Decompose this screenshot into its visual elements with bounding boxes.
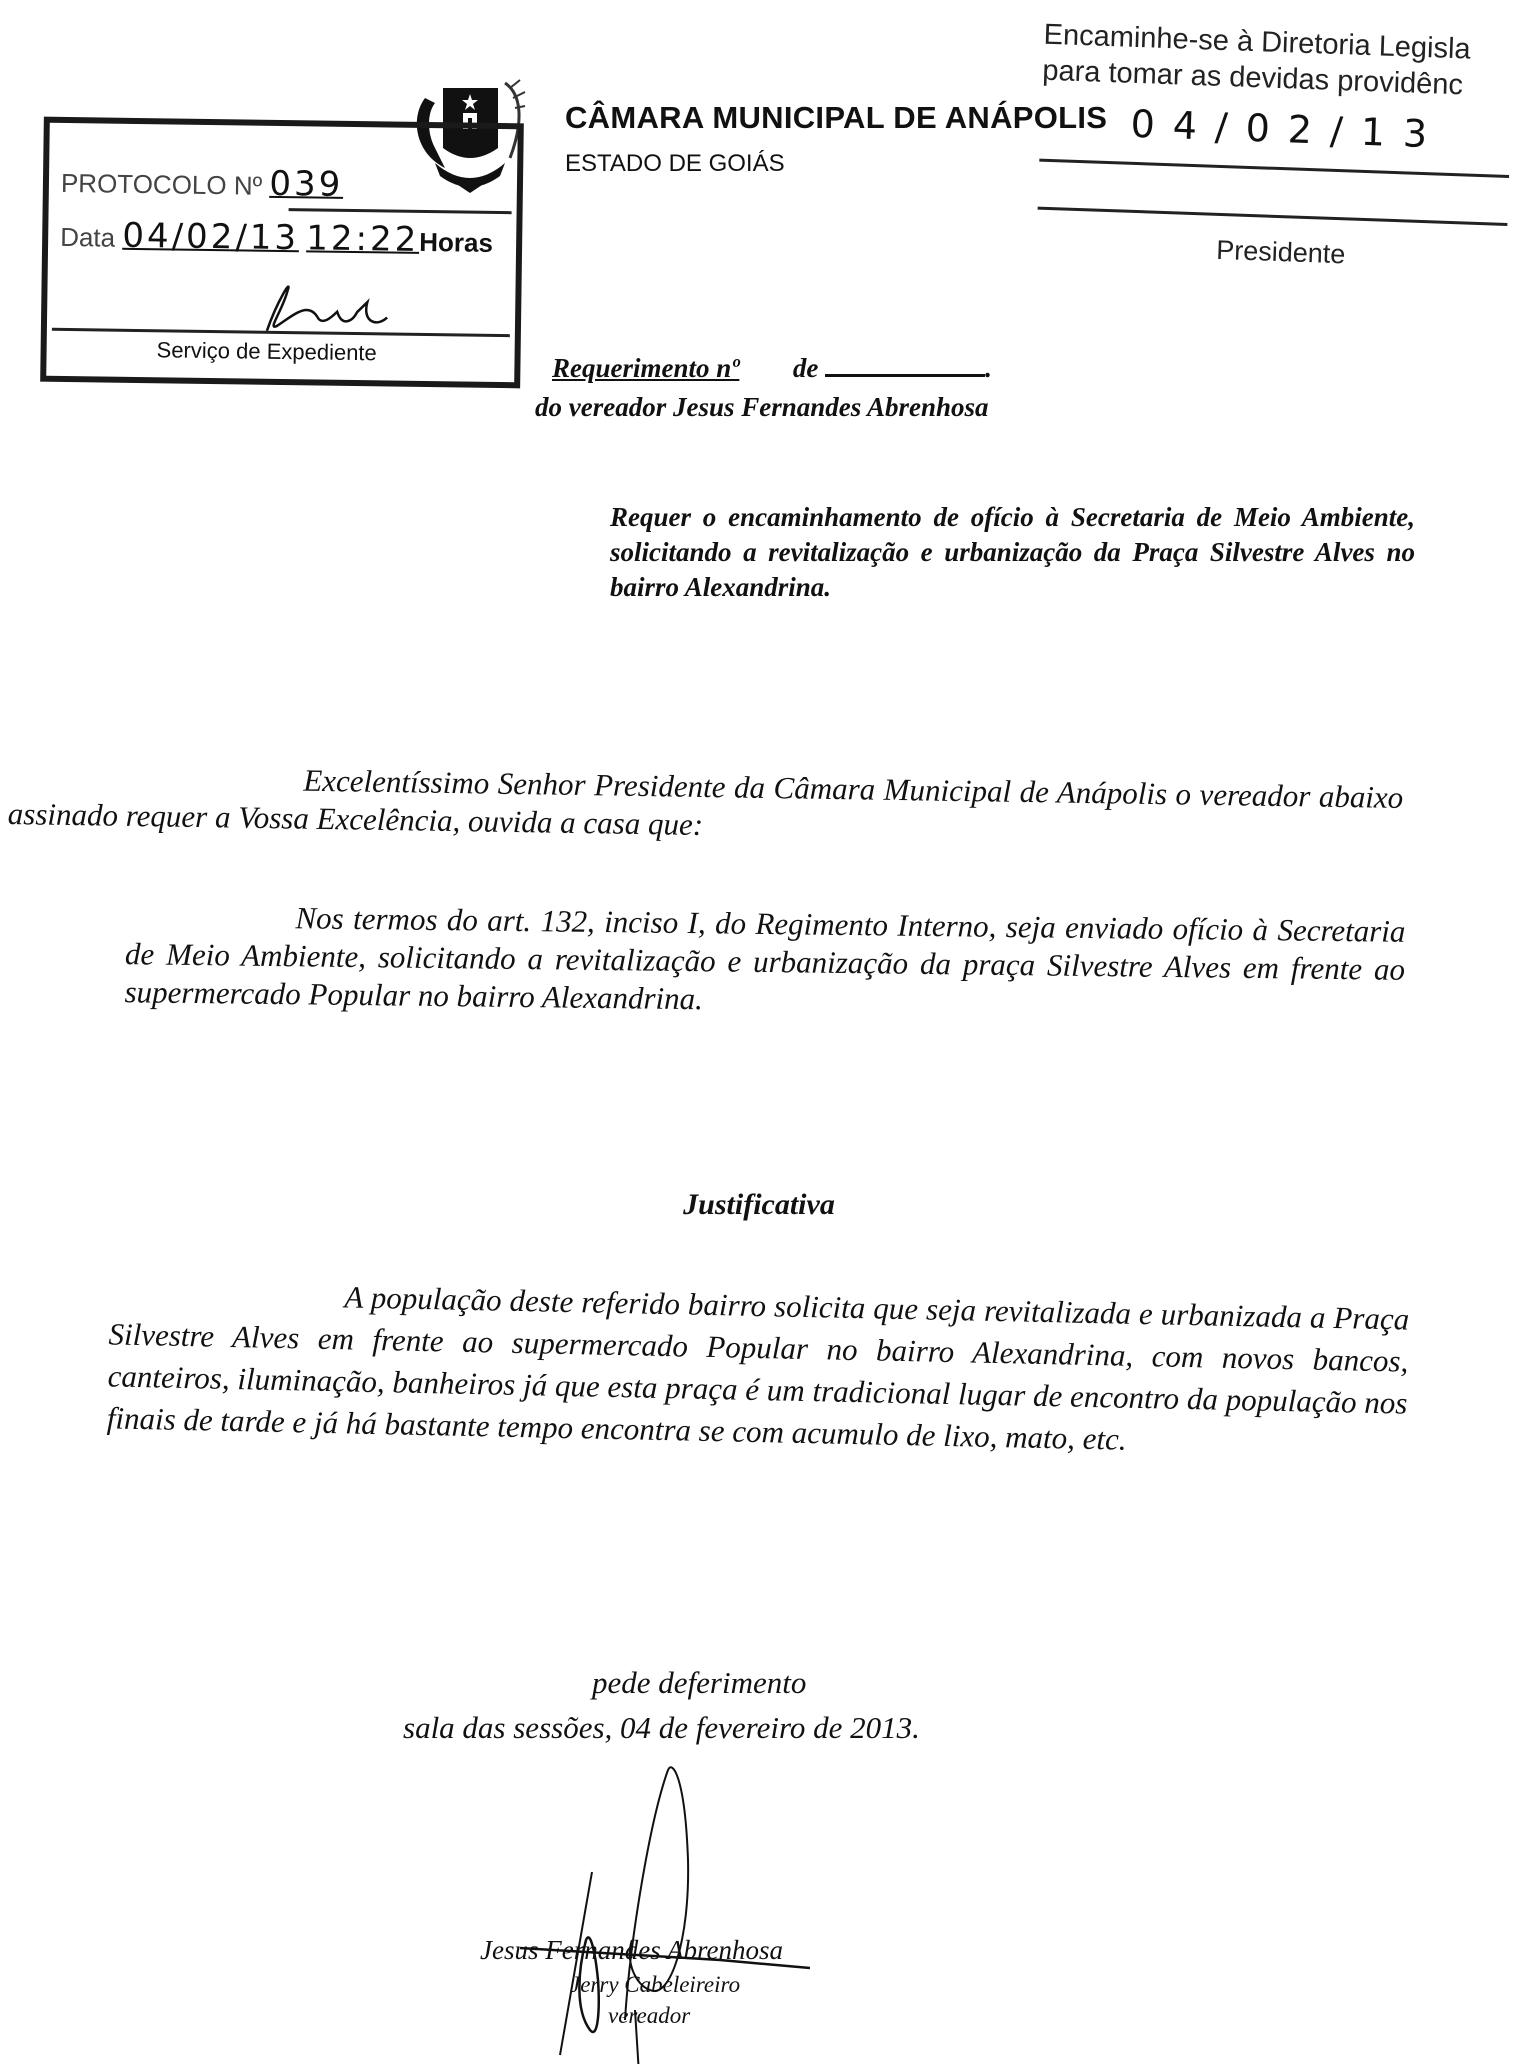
signer-role: vereador xyxy=(608,2003,691,2028)
state-name: ESTADO DE GOIÁS xyxy=(565,150,785,177)
protocol-hours-label: Horas xyxy=(419,226,494,258)
protocol-number-label: PROTOCOLO Nº xyxy=(60,167,263,201)
justification-heading: Justificativa xyxy=(683,1188,835,1221)
dispatch-line-2: para tomar as devidas providênc xyxy=(1041,54,1464,102)
signer-nickname: Jerry Cabeleireiro xyxy=(570,1972,741,1997)
protocol-date-value: 04/02/13 xyxy=(122,215,300,259)
protocol-stamp xyxy=(40,117,524,389)
protocol-number-value: 039 xyxy=(269,163,344,205)
request-title-prefix: Requerimento nº xyxy=(552,353,740,383)
request-title: Requerimento nº de . xyxy=(552,353,992,383)
closing-request: pede deferimento xyxy=(592,1665,807,1700)
dispatch-line-1: Encaminhe-se à Diretoria Legisla xyxy=(1043,18,1472,66)
justification-paragraph: A população deste referido bairro solicita que seja revitalizada e urbanizada a Praça Silvestre Alves em frente ao supermercado Popular no bairro Alexandrina, com novos bancos, canteiros, iluminação, banheiros já que esta praça é um tradicional lugar de encontro da população nos finais de tarde e já há bastante tempo encontra se com acumulo de lixo, mato, etc. xyxy=(106,1279,1410,1457)
dispatch-stamp xyxy=(1036,7,1518,284)
signer-name: Jesus Fernandes Abrenhosa xyxy=(480,1935,783,1965)
request-author: do vereador Jesus Fernandes Abrenhosa xyxy=(535,392,989,422)
protocol-date-label: Data xyxy=(59,221,116,253)
protocol-date-row xyxy=(60,215,493,261)
dispatch-signatory-role: Presidente xyxy=(1215,234,1346,270)
signer-signature xyxy=(520,1740,920,2064)
request-number-blank xyxy=(825,352,985,377)
request-title-de: de xyxy=(792,353,819,383)
protocol-time-value: 12:22 xyxy=(306,218,420,260)
protocol-number-row xyxy=(61,161,344,205)
body-paragraph-1: Excelentíssimo Senhor Presidente da Câmara Municipal de Anápolis o vereador abaixo assinado requer a Vossa Excelência, ouvida a casa que: xyxy=(7,762,1404,842)
body-paragraph-2: Nos termos do art. 132, inciso I, do Regimento Interno, seja enviado ofício à Secretaria de Meio Ambiente, solicitando a revitalização e urbanização da praça Silvestre Alves em frente ao supermercado Popular no bairro Alexandrina. xyxy=(124,900,1406,1017)
institution-name: CÂMARA MUNICIPAL DE ANÁPOLIS xyxy=(565,100,1108,135)
dispatch-date: 04/02/13 xyxy=(1129,101,1446,157)
request-summary: Requer o encaminhamento de ofício à Secretaria de Meio Ambiente, solicitando a revitalização e urbanização da Praça Silvestre Alves no bairro Alexandrina. xyxy=(610,502,1415,602)
protocol-department: Serviço de Expediente xyxy=(156,337,377,366)
closing-place-date: sala das sessões, 04 de fevereiro de 2013. xyxy=(403,1710,920,1745)
